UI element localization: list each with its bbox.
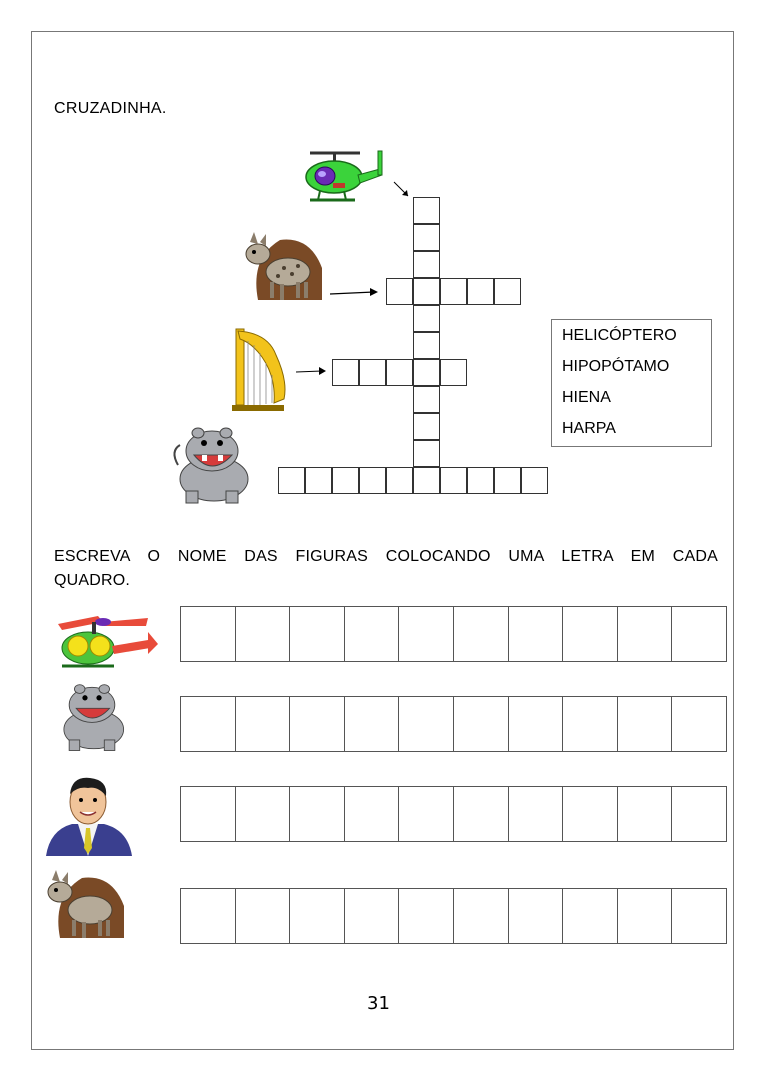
answer-cell[interactable] — [672, 888, 727, 944]
crossword-cell[interactable] — [278, 467, 305, 494]
word-bank-item: HIENA — [562, 389, 611, 406]
answer-cell[interactable] — [672, 786, 727, 842]
answer-cell[interactable] — [345, 888, 400, 944]
answer-cell[interactable] — [672, 696, 727, 752]
crossword-cell[interactable] — [386, 359, 413, 386]
crossword-cell[interactable] — [386, 467, 413, 494]
answer-cell[interactable] — [618, 606, 673, 662]
crossword-cell[interactable] — [413, 224, 440, 251]
crossword-cell[interactable] — [467, 278, 494, 305]
crossword-cell[interactable] — [413, 332, 440, 359]
answer-cell[interactable] — [345, 696, 400, 752]
answer-row — [180, 888, 727, 944]
answer-cell[interactable] — [563, 696, 618, 752]
answer-cell[interactable] — [236, 606, 291, 662]
page-number: 31 — [367, 993, 390, 1014]
answer-cell[interactable] — [399, 888, 454, 944]
answer-cell[interactable] — [181, 786, 236, 842]
crossword-cell[interactable] — [440, 467, 467, 494]
answer-cell[interactable] — [454, 696, 509, 752]
answer-cell[interactable] — [181, 696, 236, 752]
answer-cell[interactable] — [181, 606, 236, 662]
crossword-cell[interactable] — [413, 386, 440, 413]
crossword-cell[interactable] — [413, 413, 440, 440]
answer-cell[interactable] — [454, 786, 509, 842]
crossword-cell[interactable] — [494, 278, 521, 305]
answer-cell[interactable] — [454, 606, 509, 662]
businessman-icon — [42, 772, 134, 856]
answer-cell[interactable] — [563, 888, 618, 944]
crossword-cell[interactable] — [413, 305, 440, 332]
crossword-cell[interactable] — [413, 278, 440, 305]
word-bank — [551, 319, 712, 447]
crossword-cell[interactable] — [467, 467, 494, 494]
crossword-cell[interactable] — [440, 278, 467, 305]
helicopter-icon — [48, 612, 163, 670]
hyena-icon — [42, 862, 128, 946]
hippopotamus-icon — [52, 682, 132, 754]
crossword-cell[interactable] — [332, 359, 359, 386]
helicopter-icon — [300, 145, 390, 207]
answer-cell[interactable] — [563, 606, 618, 662]
crossword-cell[interactable] — [413, 440, 440, 467]
crossword-cell[interactable] — [305, 467, 332, 494]
arrow-helicopter — [392, 180, 412, 200]
word-bank-item: HARPA — [562, 420, 616, 437]
arrow-harp — [296, 366, 328, 376]
answer-cell[interactable] — [345, 606, 400, 662]
answer-cell[interactable] — [454, 888, 509, 944]
answer-row — [180, 786, 727, 842]
answer-cell[interactable] — [509, 786, 564, 842]
answer-cell[interactable] — [181, 888, 236, 944]
page-title: CRUZADINHA. — [54, 100, 167, 117]
harp-icon — [228, 325, 298, 413]
hippopotamus-icon — [168, 425, 256, 507]
answer-cell[interactable] — [399, 786, 454, 842]
instruction-text: ESCREVA O NOME DAS FIGURAS COLOCANDO UMA LETRA EM CADA — [54, 548, 718, 565]
answer-cell[interactable] — [618, 696, 673, 752]
crossword-cell[interactable] — [413, 359, 440, 386]
crossword-cell[interactable] — [440, 359, 467, 386]
answer-cell[interactable] — [290, 606, 345, 662]
answer-cell[interactable] — [618, 786, 673, 842]
answer-cell[interactable] — [236, 696, 291, 752]
crossword-cell[interactable] — [386, 278, 413, 305]
answer-cell[interactable] — [345, 786, 400, 842]
crossword-cell[interactable] — [413, 467, 440, 494]
answer-cell[interactable] — [618, 888, 673, 944]
answer-cell[interactable] — [399, 606, 454, 662]
crossword-cell[interactable] — [494, 467, 521, 494]
crossword-cell[interactable] — [332, 467, 359, 494]
answer-cell[interactable] — [509, 606, 564, 662]
hyena-icon — [240, 228, 326, 304]
answer-cell[interactable] — [509, 888, 564, 944]
answer-cell[interactable] — [672, 606, 727, 662]
answer-cell[interactable] — [563, 786, 618, 842]
answer-cell[interactable] — [290, 888, 345, 944]
instruction-text-continued: QUADRO. — [54, 572, 131, 589]
answer-cell[interactable] — [290, 786, 345, 842]
word-bank-item: HELICÓPTERO — [562, 327, 677, 344]
answer-cell[interactable] — [236, 888, 291, 944]
answer-cell[interactable] — [290, 696, 345, 752]
crossword-cell[interactable] — [521, 467, 548, 494]
crossword-cell[interactable] — [413, 251, 440, 278]
arrow-hyena — [330, 287, 380, 299]
word-bank-item: HIPOPÓTAMO — [562, 358, 670, 375]
answer-cell[interactable] — [399, 696, 454, 752]
answer-row — [180, 696, 727, 752]
crossword-cell[interactable] — [359, 467, 386, 494]
crossword-cell[interactable] — [413, 197, 440, 224]
crossword-cell[interactable] — [359, 359, 386, 386]
answer-row — [180, 606, 727, 662]
answer-cell[interactable] — [509, 696, 564, 752]
answer-cell[interactable] — [236, 786, 291, 842]
